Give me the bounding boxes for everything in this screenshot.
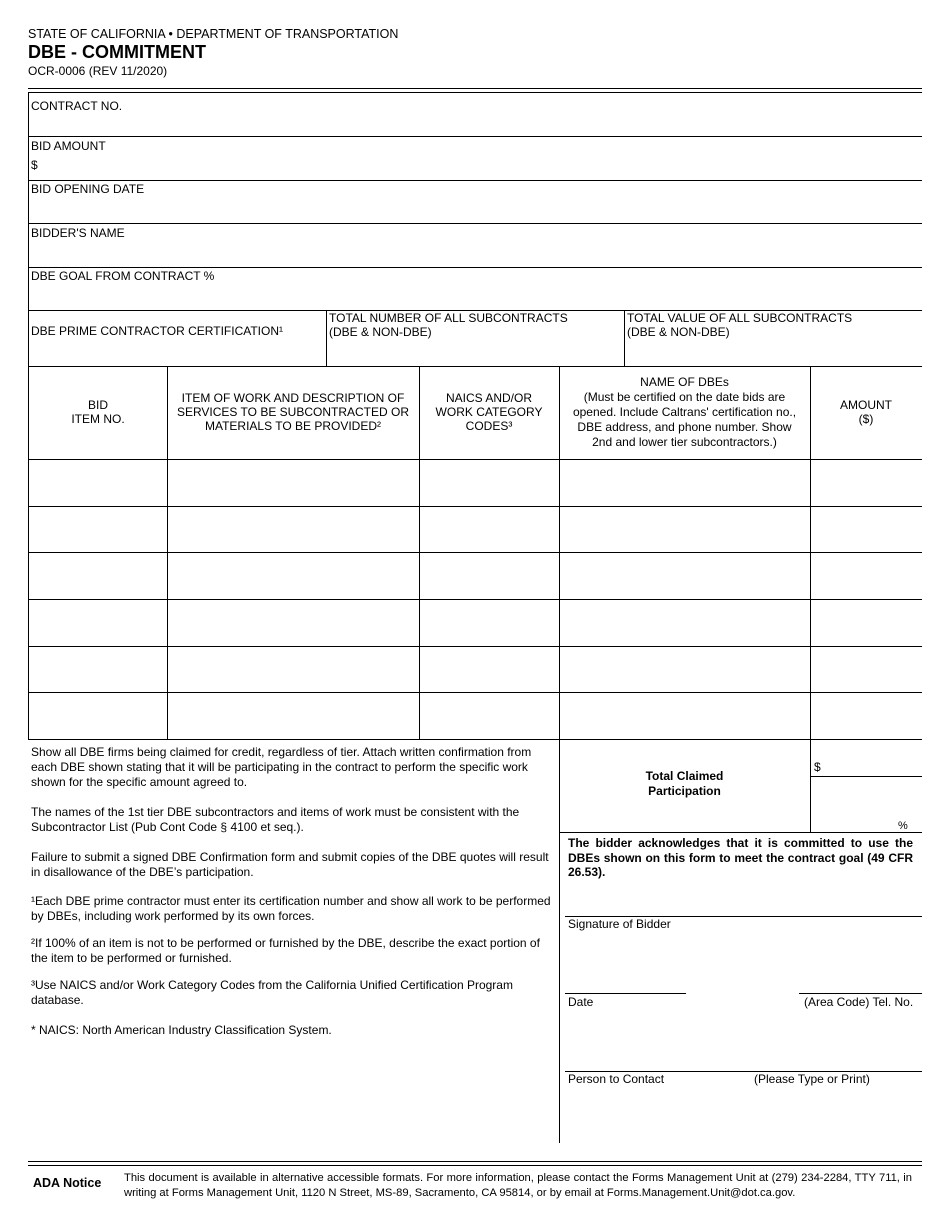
total-number-field[interactable]	[327, 340, 623, 365]
th-name-of-dbes-line: (Must be certified on the date bids are	[583, 390, 786, 404]
th-name-of-dbes-line: opened. Include Caltrans' certification no.,	[572, 405, 797, 419]
rule	[559, 832, 922, 833]
cell-amount[interactable]	[811, 507, 921, 551]
cell-bid-item[interactable]	[29, 507, 166, 551]
cell-item-of-work[interactable]	[168, 507, 418, 551]
tel-field[interactable]	[800, 955, 921, 992]
cell-bid-item[interactable]	[29, 553, 166, 598]
claimed-percent-field[interactable]	[811, 777, 921, 831]
agency-line: STATE OF CALIFORNIA • DEPARTMENT OF TRANSPORTATION	[28, 27, 399, 41]
th-item-of-work	[168, 391, 418, 433]
th-amount	[811, 398, 921, 426]
prime-cert-field[interactable]	[29, 340, 325, 365]
signature-label: Signature of Bidder	[568, 917, 671, 931]
cell-naics[interactable]	[420, 647, 558, 691]
bidders-name-field[interactable]	[29, 224, 921, 267]
total-number-label-1: TOTAL NUMBER OF ALL SUBCONTRACTS	[329, 311, 568, 325]
footnote-3: ³Use NAICS and/or Work Category Codes from the California Unified Certification Program database.	[31, 978, 513, 1007]
total-value-label-1: TOTAL VALUE OF ALL SUBCONTRACTS	[627, 311, 853, 325]
th-amount-line: ($)	[858, 412, 874, 426]
contact-field[interactable]	[566, 1034, 921, 1070]
cell-dbe-name[interactable]	[560, 600, 809, 645]
cell-dbe-name[interactable]	[560, 693, 809, 738]
cell-amount[interactable]	[811, 600, 921, 645]
total-value-label-2: (DBE & NON-DBE)	[627, 325, 730, 339]
th-name-of-dbes-line: NAME OF DBEs	[640, 375, 729, 389]
table-row-line	[28, 739, 922, 740]
date-line	[565, 993, 686, 994]
th-amount-line: AMOUNT	[840, 398, 892, 412]
cell-naics[interactable]	[420, 553, 558, 598]
bid-amount-label: BID AMOUNT	[31, 139, 106, 153]
th-bid-item-line: BID	[87, 398, 108, 412]
ada-notice-text: This document is available in alternative accessible formats. For more information, please contact the Forms Management Unit at (279) 234-2284, TTY 711, in writing at Forms Management Unit, 1120 N Street, MS-89, Sacramento, CA 95814, or by email at Forms.Management.Unit@dot.ca.gov.	[124, 1172, 912, 1199]
footnote-1: ¹Each DBE prime contractor must enter its certification number and show all work to be performed by DBEs, including work performed by its own forces.	[31, 894, 551, 923]
prime-cert-label: DBE PRIME CONTRACTOR CERTIFICATION¹	[31, 324, 284, 338]
instruction-note: Failure to submit a signed DBE Confirmation form and submit copies of the DBE quotes will result in disallowance of the DBE’s participation.	[31, 850, 549, 879]
cell-item-of-work[interactable]	[168, 647, 418, 691]
instruction-note: Show all DBE firms being claimed for credit, regardless of tier. Attach written confirmation from each DBE shown stating that it will be participating in the contract to perform the specific work shown for the specific amount agreed to.	[31, 745, 532, 789]
bid-amount-field[interactable]	[29, 137, 921, 180]
cell-bid-item[interactable]	[29, 693, 166, 738]
tel-label: (Area Code) Tel. No.	[804, 995, 914, 1009]
cell-item-of-work[interactable]	[168, 600, 418, 645]
th-item-of-work-line: ITEM OF WORK AND DESCRIPTION OF	[181, 391, 405, 405]
total-value-field[interactable]	[625, 340, 921, 365]
bid-opening-date-field[interactable]	[29, 181, 921, 223]
bid-amount-dollar: $	[31, 158, 38, 172]
total-claimed-line: Participation	[648, 784, 721, 798]
th-item-of-work-line: MATERIALS TO BE PROVIDED²	[204, 419, 382, 433]
instruction-note: The names of the 1st tier DBE subcontractors and items of work must be consistent with the Subcontractor List (Pub Cont Code § 4100 et seq.).	[31, 805, 520, 834]
signature-field[interactable]	[566, 884, 922, 915]
th-bid-item-line: ITEM NO.	[71, 412, 125, 426]
dbe-goal-label: DBE GOAL FROM CONTRACT %	[31, 269, 215, 283]
cell-bid-item[interactable]	[29, 460, 166, 505]
cell-item-of-work[interactable]	[168, 460, 418, 505]
cell-amount[interactable]	[811, 553, 921, 598]
bid-opening-date-label: BID OPENING DATE	[31, 182, 145, 196]
cell-naics[interactable]	[420, 600, 558, 645]
cell-dbe-name[interactable]	[560, 553, 809, 598]
th-name-of-dbes-line: 2nd and lower tier subcontractors.)	[592, 435, 777, 449]
th-naics-line: WORK CATEGORY	[435, 405, 543, 419]
cell-amount[interactable]	[811, 460, 921, 505]
print-label: (Please Type or Print)	[754, 1072, 870, 1086]
th-item-of-work-line: SERVICES TO BE SUBCONTRACTED OR	[176, 405, 410, 419]
cell-naics[interactable]	[420, 460, 558, 505]
contract-no-field[interactable]	[29, 93, 921, 136]
footnote-2: ²If 100% of an item is not to be performed or furnished by the DBE, describe the exact portion of the item to be performed or furnished.	[31, 936, 540, 965]
th-bid-item	[29, 398, 167, 426]
cell-dbe-name[interactable]	[560, 460, 809, 505]
total-claimed-line: Total Claimed	[645, 769, 724, 783]
cell-bid-item[interactable]	[29, 647, 166, 691]
total-claimed-label	[560, 769, 809, 799]
contract-no-label: CONTRACT NO.	[31, 99, 123, 113]
th-name-of-dbes-line: DBE address, and phone number. Show	[577, 420, 792, 434]
naics-definition: * NAICS: North American Industry Classification System.	[31, 1023, 332, 1037]
dbe-goal-field[interactable]	[29, 268, 921, 310]
th-name-of-dbes	[560, 375, 809, 450]
cell-amount[interactable]	[811, 693, 921, 738]
footer-rule	[28, 1161, 922, 1162]
contact-label: Person to Contact	[568, 1072, 665, 1086]
footer-rule-2	[28, 1165, 922, 1166]
total-number-label-2: (DBE & NON-DBE)	[329, 325, 432, 339]
rule	[28, 366, 922, 367]
bidders-name-label: BIDDER'S NAME	[31, 226, 125, 240]
acknowledgment-text: The bidder acknowledges that it is committed to use the DBEs shown on this form to meet the contract goal (49 CFR 26.53).	[568, 836, 913, 879]
cell-amount[interactable]	[811, 647, 921, 691]
form-title: DBE - COMMITMENT	[28, 42, 206, 62]
form-number: OCR-0006 (REV 11/2020)	[28, 64, 168, 78]
th-naics	[420, 391, 558, 433]
cell-item-of-work[interactable]	[168, 693, 418, 738]
ada-notice-label: ADA Notice	[33, 1176, 102, 1190]
cell-dbe-name[interactable]	[560, 507, 809, 551]
th-naics-line: NAICS AND/OR	[445, 391, 532, 405]
tel-line	[799, 993, 922, 994]
cell-naics[interactable]	[420, 507, 558, 551]
claimed-percent-sign: %	[898, 820, 908, 832]
date-field[interactable]	[566, 955, 685, 992]
claimed-dollar-sign: $	[814, 760, 821, 774]
th-naics-line: CODES³	[465, 419, 513, 433]
cell-item-of-work[interactable]	[168, 553, 418, 598]
claimed-dollar-field[interactable]	[811, 741, 921, 775]
cell-bid-item[interactable]	[29, 600, 166, 645]
top-rule	[28, 88, 922, 89]
date-label: Date	[568, 995, 594, 1009]
cell-naics[interactable]	[420, 693, 558, 738]
cell-dbe-name[interactable]	[560, 647, 809, 691]
